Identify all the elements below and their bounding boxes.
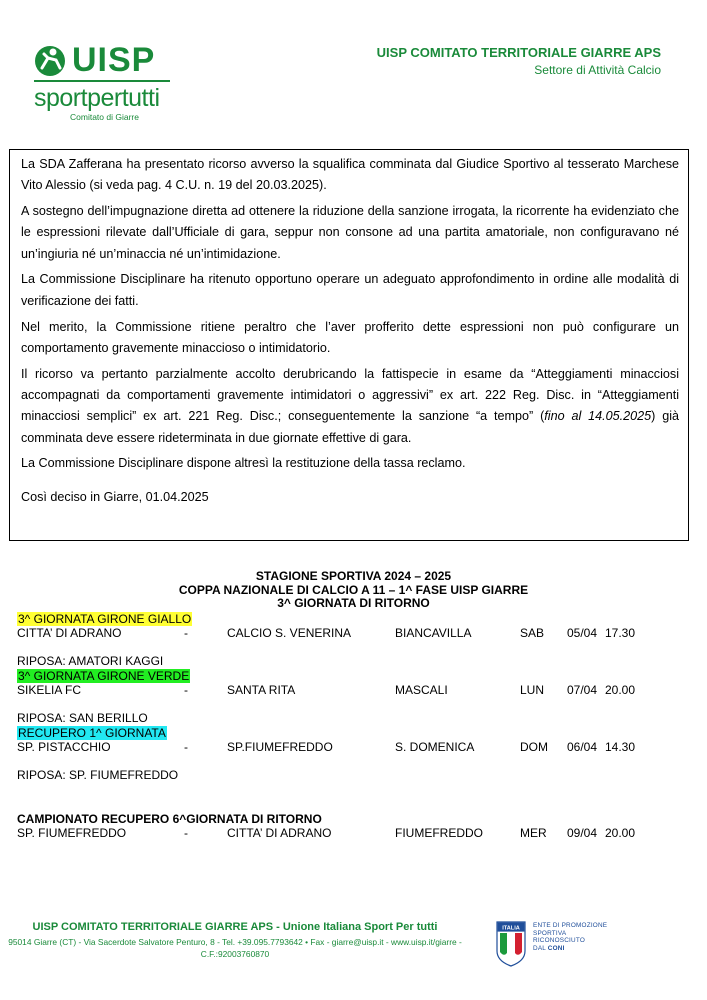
- match-dash: -: [184, 826, 188, 840]
- match-time: 14.30: [605, 740, 636, 754]
- championship-recovery: [17, 812, 657, 840]
- home-team: SP. FIUMEFREDDO: [17, 826, 127, 840]
- logo-subtitle: Comitato di Giarre: [70, 112, 139, 122]
- footer-address: [0, 936, 470, 960]
- match-row: [17, 740, 657, 754]
- appeal-text-post: ) già comminata deve essere rideterminata in due giornate effettive di gara.: [21, 409, 679, 445]
- match-dash: -: [184, 740, 188, 754]
- fixture-group-recupero: [17, 726, 657, 782]
- fixture-group-verde: [17, 669, 657, 725]
- ruling-paragraph: La Commissione Disciplinare ha ritenuto opportuno operare un adeguato approfondimento in ordine alle modalità di verificazione dei fatti.: [21, 272, 679, 308]
- away-team: SP.FIUMEFREDDO: [227, 740, 333, 754]
- footer-title: UISP COMITATO TERRITORIALE GIARRE APS - Unione Italiana Sport Per tutti: [32, 921, 438, 933]
- ruling-refund: La Commissione Disciplinare dispone altresì la restituzione della tassa reclamo.: [21, 456, 466, 471]
- logo-tagline: sportpertutti: [34, 84, 160, 112]
- ruling-decided: Così deciso in Giarre, 01.04.2025: [21, 489, 209, 504]
- away-team: CALCIO S. VENERINA: [227, 626, 352, 640]
- uisp-runner-icon: [32, 44, 68, 78]
- away-team: CITTA’ DI ADRANO: [227, 826, 332, 840]
- match-row: [17, 626, 657, 640]
- resting-team: RIPOSA: AMATORI KAGGI: [17, 654, 164, 668]
- home-team: SIKELIA FC: [17, 683, 82, 697]
- appeal-text-pre: Il ricorso va pertanto parzialmente accolto derubricando la fattispecie in esame da “Atteggiamenti minacciosi accompagnati da comportamenti gravemente intimidatori o aggressivi” ex art. 222 Reg. Disc. in “Atteggiamenti minacciosi semplici” ex art. 221 Reg. Disc.; conseguentemente la sanzione “a tempo” (: [21, 366, 679, 424]
- coni-badge: [496, 921, 616, 971]
- coni-line: [533, 945, 607, 953]
- ruling-appeal-paragraph: [21, 364, 679, 449]
- match-day: SAB: [520, 626, 545, 640]
- coni-shield-label: ITALIA: [502, 925, 520, 932]
- match-date: 07/04: [567, 683, 598, 697]
- match-day: DOM: [520, 740, 548, 754]
- group-heading: RECUPERO 1^ GIORNATA: [18, 726, 166, 740]
- match-row: [17, 826, 657, 840]
- coni-line: ENTE DI PROMOZIONE: [533, 922, 608, 929]
- ruling-box: [9, 149, 689, 541]
- match-time: 17.30: [605, 626, 636, 640]
- logo-brand: UISP: [72, 41, 156, 79]
- match-time: 20.00: [605, 683, 636, 697]
- logo-divider: [34, 80, 170, 82]
- match-day: LUN: [520, 683, 545, 697]
- ruling-paragraph: Nel merito, la Commissione ritiene peraltro che l’aver profferito dette espressioni non può configurare un comportamento gravemente minaccioso o intimidatorio.: [21, 319, 679, 355]
- match-time: 20.00: [605, 826, 636, 840]
- home-team: CITTA’ DI ADRANO: [17, 626, 122, 640]
- footer-tax-code: C.F.:92003760870: [200, 949, 270, 959]
- coni-line: SPORTIVA: [533, 929, 567, 937]
- match-date: 09/04: [567, 826, 598, 840]
- venue: MASCALI: [395, 683, 448, 697]
- coni-line-pre: DAL: [533, 944, 548, 952]
- group-heading: 3^ GIORNATA GIRONE GIALLO: [18, 612, 192, 626]
- match-date: 06/04: [567, 740, 598, 754]
- appeal-text-italic: fino al 14.05.2025: [544, 409, 652, 424]
- resting-team: RIPOSA: SAN BERILLO: [17, 711, 148, 725]
- coni-line-bold: CONI: [547, 944, 565, 952]
- championship-heading: CAMPIONATO RECUPERO 6^GIORNATA DI RITORNO: [17, 812, 322, 826]
- coni-text: [533, 922, 607, 952]
- italy-shield-icon: [496, 921, 526, 967]
- header-title: UISP COMITATO TERRITORIALE GIARRE APS: [376, 45, 661, 60]
- venue: FIUMEFREDDO: [395, 826, 483, 840]
- venue: S. DOMENICA: [395, 740, 475, 754]
- match-row: [17, 683, 657, 697]
- away-team: SANTA RITA: [227, 683, 296, 697]
- season-heading: [0, 570, 707, 611]
- coni-line: RICONOSCIUTO: [533, 937, 585, 945]
- home-team: SP. PISTACCHIO: [17, 740, 111, 754]
- footer-address-line: 95014 Giarre (CT) - Via Sacerdote Salvatore Penturo, 8 - Tel. +39.095.7793642 • Fax - giarre@uisp.it - www.uisp.it/giarre -: [8, 937, 462, 947]
- group-heading: 3^ GIORNATA GIRONE VERDE: [18, 669, 190, 683]
- competition-title: COPPA NAZIONALE DI CALCIO A 11 – 1^ FASE UISP GIARRE: [178, 582, 529, 597]
- match-date: 05/04: [567, 626, 598, 640]
- season-title: STAGIONE SPORTIVA 2024 – 2025: [255, 569, 452, 583]
- match-day: MER: [520, 826, 547, 840]
- ruling-paragraph: A sostegno dell’impugnazione diretta ad ottenere la riduzione della sanzione irrogata, la ricorrente ha evidenziato che le espressioni rilevate dall’Ufficiale di gara, seppur non consone ad una partita amatoriale, non configuravano né un’ingiuria né un’minaccia né un’intimidazione.: [21, 204, 679, 261]
- header-subtitle: Settore di Attività Calcio: [534, 63, 661, 77]
- ruling-paragraph: La SDA Zafferana ha presentato ricorso avverso la squalifica comminata dal Giudice Sportivo al tesserato Marchese Vito Alessio (si veda pag. 4 C.U. n. 19 del 20.03.2025).: [21, 157, 679, 193]
- uisp-logo: [32, 40, 182, 125]
- venue: BIANCAVILLA: [395, 626, 472, 640]
- round-title: 3^ GIORNATA DI RITORNO: [277, 596, 430, 610]
- match-dash: -: [184, 626, 188, 640]
- match-dash: -: [184, 683, 188, 697]
- fixture-group-giallo: [17, 612, 657, 668]
- resting-team: RIPOSA: SP. FIUMEFREDDO: [17, 768, 179, 782]
